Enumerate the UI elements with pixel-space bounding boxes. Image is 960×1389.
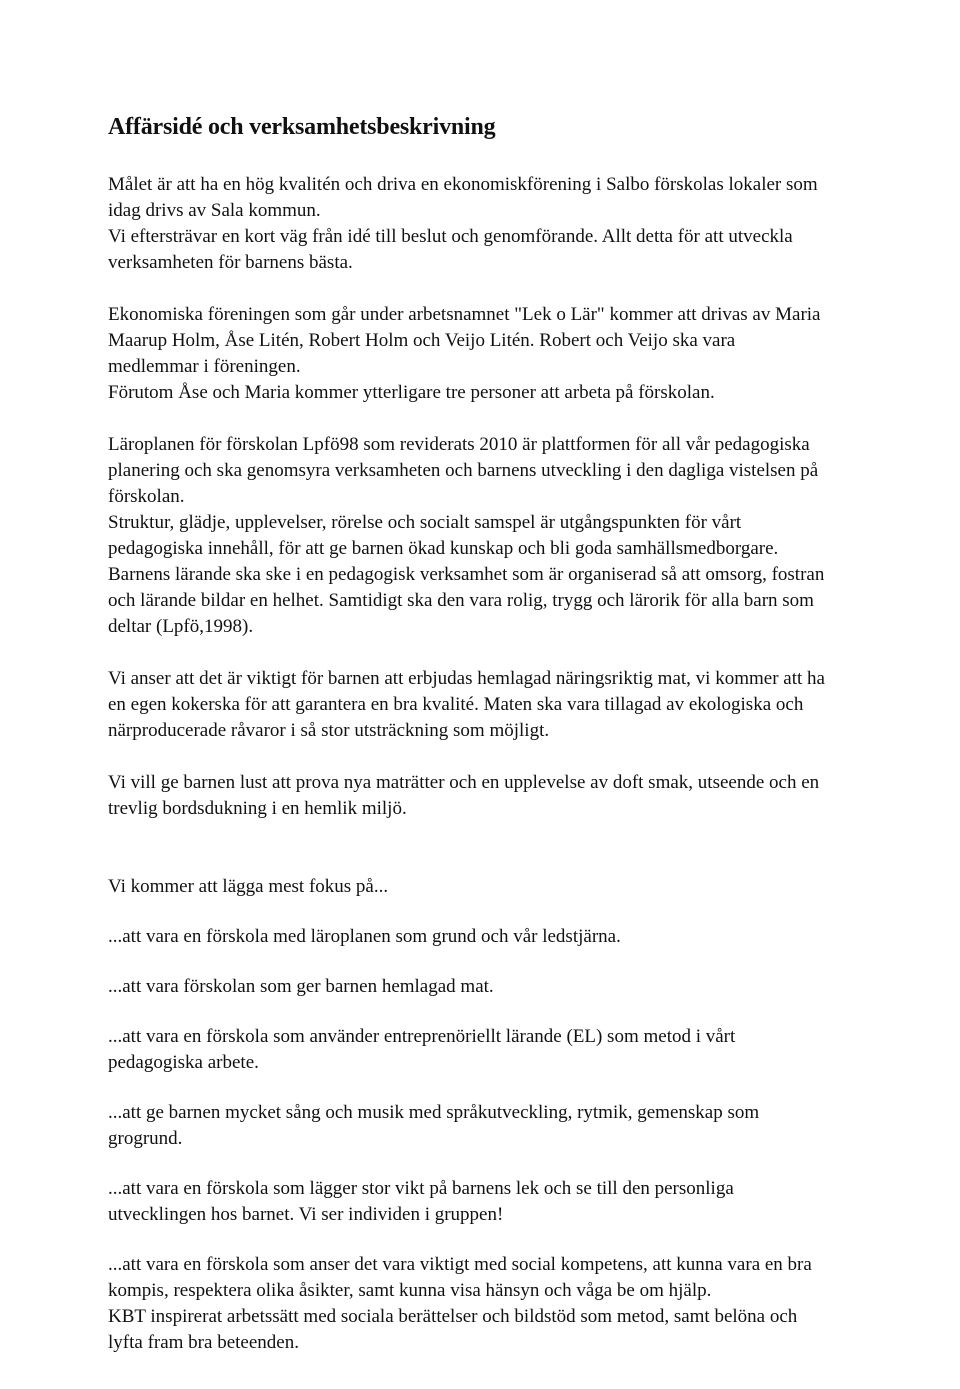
focus-item-food: ...att vara förskolan som ger barnen hemlagad mat. — [108, 976, 494, 997]
curriculum-paragraph: Läroplanen för förskolan Lpfö98 som reviderats 2010 är plattformen för all vår pedagogiska planering och ska genomsyra verksamheten och barnens utveckling i den dagliga vistelsen på förskolan. Struktur, glädje, upplevelser, rörelse och socialt samspel är utgångspunkten för vårt pedagogiska innehåll, för att ge barnen ökad kunskap och bli goda samhällsmedborgare. Barnens lärande ska ske i en pedagogisk verksamhet som är organiserad så att omsorg, fostran och lärande bildar en helhet. Samtidigt ska den vara rolig, trygg och lärorik för alla barn som deltar (Lpfö,1998). — [108, 434, 825, 637]
document-title: Affärsidé och verksamhetsbeskrivning — [108, 114, 496, 140]
focus-item-music: ...att ge barnen mycket sång och musik med språkutveckling, rytmik, gemenskap som grogrund. — [108, 1102, 760, 1149]
focus-item-curriculum: ...att vara en förskola med läroplanen som grund och vår ledstjärna. — [108, 926, 621, 947]
document-page — [108, 112, 958, 1356]
focus-item-entrepreneurial: ...att vara en förskola som använder entreprenöriellt lärande (EL) som metod i vårt pedagogiska arbete. — [108, 1026, 736, 1073]
meal-experience-paragraph: Vi vill ge barnen lust att prova nya maträtter och en upplevelse av doft smak, utseende och en trevlig bordsdukning i en hemlik miljö. — [108, 772, 820, 819]
focus-item-social: ...att vara en förskola som anser det vara viktigt med social kompetens, att kunna vara en bra kompis, respektera olika åsikter, samt kunna visa hänsyn och våga be om hjälp. KBT inspirerat arbetssätt med sociala berättelser och bildstöd som metod, samt belöna och lyfta fram bra beteenden. — [108, 1254, 812, 1353]
food-paragraph: Vi anser att det är viktigt för barnen att erbjudas hemlagad näringsriktig mat, vi kommer att ha en egen kokerska för att garantera en bra kvalité. Maten ska vara tillagad av ekologiska och närproducerade råvaror i så stor utsträckning som möjligt. — [108, 668, 825, 741]
focus-item-play: ...att vara en förskola som lägger stor vikt på barnens lek och se till den personliga utvecklingen hos barnet. Vi ser individen i gruppen! — [108, 1178, 734, 1225]
focus-intro: Vi kommer att lägga mest fokus på... — [108, 876, 389, 897]
association-paragraph: Ekonomiska föreningen som går under arbetsnamnet "Lek o Lär" kommer att drivas av Maria Maarup Holm, Åse Litén, Robert Holm och Veijo Litén. Robert och Veijo ska vara medlemmar i föreningen. Förutom Åse och Maria kommer ytterligare tre personer att arbeta på förskolan. — [108, 304, 821, 403]
intro-paragraph: Målet är att ha en hög kvalitén och driva en ekonomiskförening i Salbo förskolas lokaler som idag drivs av Sala kommun. Vi eftersträvar en kort väg från idé till beslut och genomförande. Allt detta för att utveckla verksamheten för barnens bästa. — [108, 174, 818, 273]
